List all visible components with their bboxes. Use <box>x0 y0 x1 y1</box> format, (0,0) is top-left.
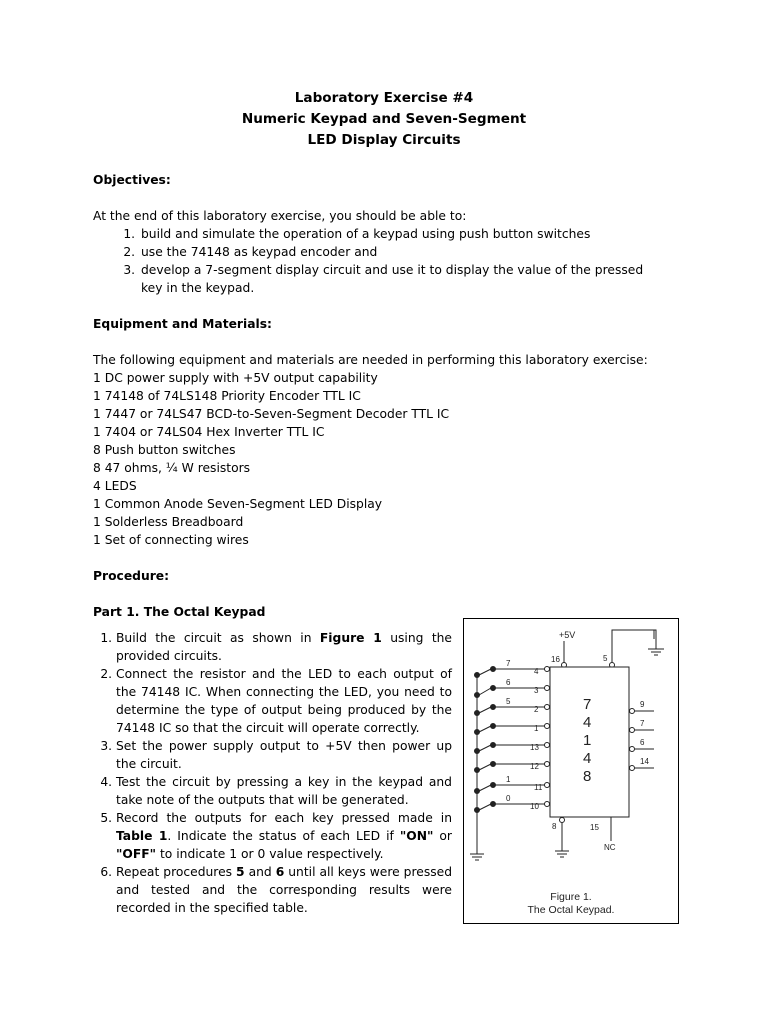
step-item <box>116 665 452 737</box>
figure-caption-text: The Octal Keypad. <box>527 904 615 916</box>
pin-number: 1 <box>534 724 539 733</box>
equipment-heading: Equipment and Materials: <box>93 317 272 331</box>
objectives-heading: Objectives: <box>93 173 171 187</box>
step-item <box>116 863 452 917</box>
ic-label: 8 <box>583 768 592 785</box>
objective-item: 2. use the 74148 as keypad encoder and <box>139 243 663 261</box>
pin-number: 11 <box>534 783 543 792</box>
step-ref: 5 <box>236 865 245 879</box>
step-item <box>116 809 452 863</box>
pin-number: 2 <box>534 705 539 714</box>
step-text: Build the circuit as shown in <box>116 631 320 645</box>
gnd-wire <box>612 630 656 662</box>
equipment-item: 1 Set of connecting wires <box>93 533 249 547</box>
title-line-3: LED Display Circuits <box>307 132 461 148</box>
title-line-2: Numeric Keypad and Seven-Segment <box>241 111 527 127</box>
pin-number: 15 <box>590 823 599 832</box>
part1-heading: Part 1. The Octal Keypad <box>93 605 266 619</box>
step-text: Repeat procedures <box>116 865 237 879</box>
pin-circle <box>560 818 565 823</box>
objectives-intro: At the end of this laboratory exercise, you should be able to: <box>93 209 467 223</box>
pin-number: 6 <box>640 738 645 747</box>
equipment-item: 8 Push button switches <box>93 443 236 457</box>
key-label: 5 <box>506 697 511 706</box>
step-text: Record the outputs for each key pressed made in <box>116 811 452 825</box>
step-text: using the provided circuits. <box>116 631 452 663</box>
key-label: 7 <box>506 659 511 668</box>
ic-label: 4 <box>583 750 592 767</box>
equipment-item: 1 7404 or 74LS04 Hex Inverter TTL IC <box>93 425 325 439</box>
switch-row <box>475 775 550 794</box>
output-pin <box>630 757 655 771</box>
step-ref: 6 <box>275 865 285 879</box>
pin-number: 12 <box>530 762 539 771</box>
key-label: 6 <box>506 678 511 687</box>
step-text: Connect the resistor and the LED to each output of the 74148 IC. When connecting the LED, you need to determine the type of output being produced by the 74148 IC so that the circuit will operate correctly. <box>116 667 452 735</box>
equipment-item: 1 74148 of 74LS148 Priority Encoder TTL IC <box>93 389 361 403</box>
pin-number: 9 <box>640 700 645 709</box>
switch-row <box>475 762 550 773</box>
step-item <box>116 737 452 773</box>
pin-number: 16 <box>551 655 560 664</box>
objectives-list <box>93 225 663 297</box>
nc-label: NC <box>604 843 616 852</box>
equipment-item: 4 LEDS <box>93 479 137 493</box>
equipment-item: 1 Common Anode Seven-Segment LED Display <box>93 497 383 511</box>
step-text: Set the power supply output to +5V then power up the circuit. <box>116 739 452 771</box>
equipment-item: 1 7447 or 74LS47 BCD-to-Seven-Segment Decoder TTL IC <box>93 407 450 421</box>
figure-octal-keypad <box>463 618 679 924</box>
title-line-1: Laboratory Exercise #4 <box>294 90 474 106</box>
pin-number: 8 <box>552 822 557 831</box>
step-text: until all keys were pressed and tested and the corresponding results were recorded in the specified table. <box>116 865 453 915</box>
vcc-label: +5V <box>559 630 576 640</box>
switch-row <box>475 697 550 716</box>
key-label: 0 <box>506 794 511 803</box>
step-text: . Indicate the status of each LED if <box>167 829 400 843</box>
step-item <box>116 629 452 665</box>
step-text: and <box>244 865 276 879</box>
switch-row <box>475 678 550 698</box>
ic-label: 7 <box>583 696 592 713</box>
pin-number: 7 <box>640 719 645 728</box>
pin-number: 10 <box>530 802 539 811</box>
equipment-item: 1 Solderless Breadboard <box>93 515 244 529</box>
procedure-heading: Procedure: <box>93 569 170 583</box>
output-pin <box>630 719 655 733</box>
switch-row <box>475 794 550 813</box>
equipment-intro: The following equipment and materials are needed in performing this laboratory exercise: <box>93 353 648 367</box>
step-text: Test the circuit by pressing a key in the keypad and take note of the outputs that will be generated. <box>116 775 452 807</box>
steps-list <box>93 629 452 917</box>
key-label: 1 <box>506 775 511 784</box>
switch-row <box>475 724 550 735</box>
output-pin <box>630 738 655 752</box>
equipment-item: 8 47 ohms, ¼ W resistors <box>93 461 251 475</box>
table-ref: Table 1 <box>116 829 168 843</box>
step-text: or <box>433 829 452 843</box>
procedure-steps <box>93 629 452 917</box>
on-label: "ON" <box>399 829 434 843</box>
pin-number: 5 <box>603 654 608 663</box>
off-label: "OFF" <box>116 847 157 861</box>
figure-caption-title: Figure 1. <box>550 891 592 903</box>
equipment-list <box>93 369 663 549</box>
ic-label: 4 <box>583 714 592 731</box>
document-title <box>93 88 675 151</box>
step-item <box>116 773 452 809</box>
switch-row <box>475 743 550 754</box>
objective-item: 1. build and simulate the operation of a keypad using push button switches <box>139 225 663 243</box>
pin-number: 4 <box>534 667 539 676</box>
equipment-item: 1 DC power supply with +5V output capability <box>93 371 378 385</box>
document-body <box>93 88 663 621</box>
figure-ref: Figure 1 <box>319 631 382 645</box>
pin-number: 14 <box>640 757 649 766</box>
objective-item: 3. develop a 7-segment display circuit and use it to display the value of the pressed key in the keypad. <box>139 261 663 297</box>
pin-number: 13 <box>530 743 539 752</box>
switch-row <box>475 659 550 678</box>
output-pin <box>630 700 655 714</box>
pin-number: 3 <box>534 686 539 695</box>
step-text: to indicate 1 or 0 value respectively. <box>156 847 384 861</box>
ic-label: 1 <box>583 732 592 749</box>
keypad-circuit-diagram <box>464 619 678 923</box>
